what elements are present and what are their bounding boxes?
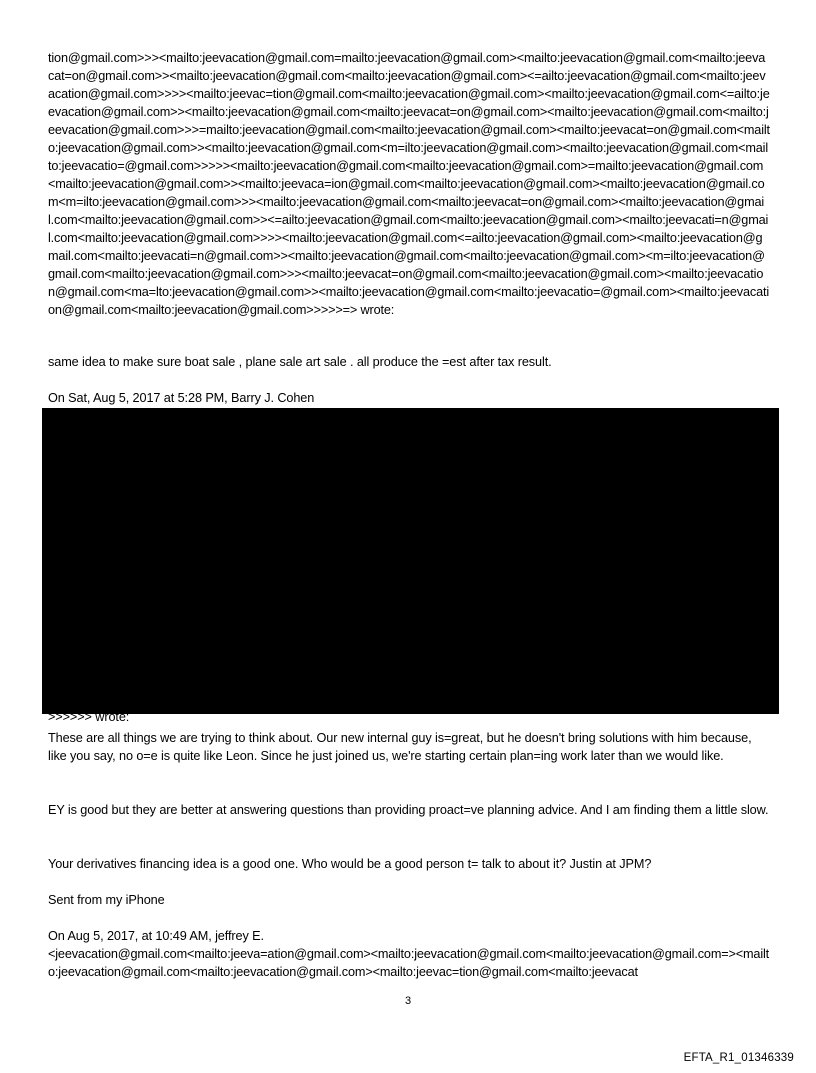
signature-line: Sent from my iPhone (48, 893, 165, 907)
email-address-header-block: tion@gmail.com>>><mailto:jeevacation@gmail.com=mailto:jeevacation@gmail.com><mailto:jeevacation@gmail.com<mailto:jeevacat=on@gmail.com>><mailto:jeevacation@gmail.com<mailto:jeevacation@gmail.com><=ailto:jeevacation@gmail.com<mailto:jeevacation@gmail.com>>>><mailto:jeevac=tion@gmail.com<mailto:jeevacation@gmail.com><mailto:jeevacation@gmail.com<=ailto:jeevacation@gmail.com>><mailto:jeevacation@gmail.com<mailto:jeevacat=on@gmail.com><mailto:jeevacation@gmail.com<mailto:jeevacation@gmail.com>>>=mailto:jeevacation@gmail.com<mailto:jeevacation@gmail.com><mailto:jeevacat=on@gmail.com<mailto:jeevacation@gmail.com>><mailto:jeevacation@gmail.com<m=ilto:jeevacation@gmail.com><mailto:jeevacation@gmail.com<mailto:jeevacatio=@gmail.com>>>>><mailto:jeevacation@gmail.com<mailto:jeevacation@gmail.com>=mailto:jeevacation@gmail.com<mailto:jeevacation@gmail.com>><mailto:jeevaca=ion@gmail.com<mailto:jeevacation@gmail.com><mailto:jeevacation@gmail.com<m=ilto:jeevacation@gmail.com>>><mailto:jeevacation@gmail.com<mailto:jeevacat=on@gmail.com><mailto:jeevacation@gmail.com<mailto:jeevacation@gmail.com>><=ailto:jeevacation@gmail.com<mailto:jeevacation@gmail.com><mailto:jeevacati=n@gmail.com<mailto:jeevacation@gmail.com>>>><mailto:jeevacation@gmail.com<=ailto:jeevacation@gmail.com><mailto:jeevacation@gmail.com<mailto:jeevacati=n@gmail.com>><mailto:jeevacation@gmail.com<mailto:jeevacation@gmail.com><m=ilto:jeevacation@gmail.com<mailto:jeevacation@gmail.com>>><mailto:jeevacat=on@gmail.com<mailto:jeevacation@gmail.com><mailto:jeevacation@gmail.com<ma=lto:jeevacation@gmail.com>><mailto:jeevacation@gmail.com<mailto:jeevacatio=@gmail.com><mailto:jeevacation@gmail.com<mailto:jeevacation@gmail.com>>>>>=> wrote: (48, 51, 770, 317)
quoted-header-barry-cohen: On Sat, Aug 5, 2017 at 5:28 PM, Barry J. Cohen (48, 391, 315, 405)
page-number: 3 (404, 995, 412, 1007)
redaction-tail-wrote: >>>>>> wrote: (48, 710, 130, 724)
body-paragraph-1: These are all things we are trying to think about. Our new internal guy is=great, but he doesn't bring solutions with him because, like you say, no o=e is quite like Leon. Since he just joined us, we're starting certain plan=ing work later than we would like. (48, 731, 752, 763)
body-paragraph-2: EY is good but they are better at answering questions than providing proact=ve planning advice. And I am finding them a little slow. (48, 803, 769, 817)
body-paragraph-3: Your derivatives financing idea is a good one. Who would be a good person t= talk to about it? Justin at JPM? (48, 857, 652, 871)
reply-line: same idea to make sure boat sale , plane sale art sale . all produce the =est after tax result. (48, 355, 552, 369)
email-address-footer-block: <jeevacation@gmail.com<mailto:jeeva=ation@gmail.com><mailto:jeevacation@gmail.com<mailto:jeevacation@gmail.com=><mailto:jeevacation@gmail.com<mailto:jeevacation@gmail.com><mailto:jeevac=tion@gmail.com<mailto:jeevacat (48, 947, 770, 979)
redaction-box (42, 408, 779, 714)
quoted-header-jeffrey: On Aug 5, 2017, at 10:49 AM, jeffrey E. (48, 929, 264, 943)
bates-number: EFTA_R1_01346339 (683, 1052, 794, 1064)
